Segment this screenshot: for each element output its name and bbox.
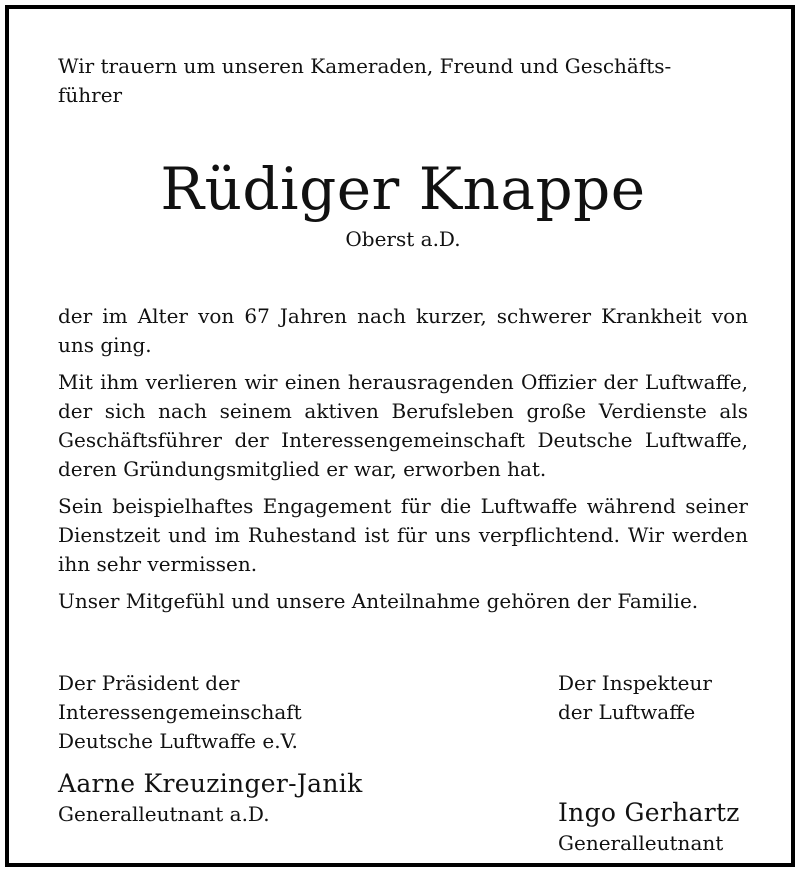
signatory-right <box>558 669 758 858</box>
signatory-left <box>58 669 518 829</box>
paragraph-tribute: Mit ihm verlieren wir einen herausragenden Offizier der Luftwaffe, der sich nach seinem aktiven Berufsleben große Verdienste als Geschäftsführer der Interessengemeinschaft Deutsche Luftwaffe, deren Gründungsmitglied er war, erworben hat. <box>58 370 748 481</box>
intro-line-2: führer <box>58 83 123 107</box>
paragraph-engagement: Sein beispielhaftes Engagement für die Luftwaffe während seiner Dienstzeit und im Ruhestand ist für uns verpflichtend. Wir werden ihn sehr vermissen. <box>58 494 748 576</box>
signatory-title-line: Deutsche Luftwaffe e.V. <box>58 729 298 753</box>
signatory-name: Aarne Kreuzinger-Janik <box>58 769 363 798</box>
signatory-title-line: Der Präsident der <box>58 671 240 695</box>
signatory-name: Ingo Gerhartz <box>558 798 740 827</box>
signatory-title-line: Der Inspekteur <box>558 671 712 695</box>
signatory-rank: Generalleutnant a.D. <box>58 802 270 826</box>
paragraph-age: der im Alter von 67 Jahren nach kurzer, schwerer Krankheit von uns ging. <box>58 304 748 357</box>
paragraph-condolences: Unser Mitgefühl und unsere Anteilnahme gehören der Familie. <box>58 589 699 613</box>
obituary-notice <box>5 5 795 867</box>
intro-line-1: Wir trauern um unseren Kameraden, Freund und Geschäfts- <box>58 54 672 78</box>
notice-body <box>58 52 748 616</box>
deceased-name: Rüdiger Knappe <box>160 155 646 223</box>
signatory-rank: Generalleutnant <box>558 831 724 855</box>
signatory-title-line: der Luftwaffe <box>558 700 696 724</box>
signatory-title-line: Interessengemeinschaft <box>58 700 302 724</box>
deceased-rank: Oberst a.D. <box>345 227 461 251</box>
